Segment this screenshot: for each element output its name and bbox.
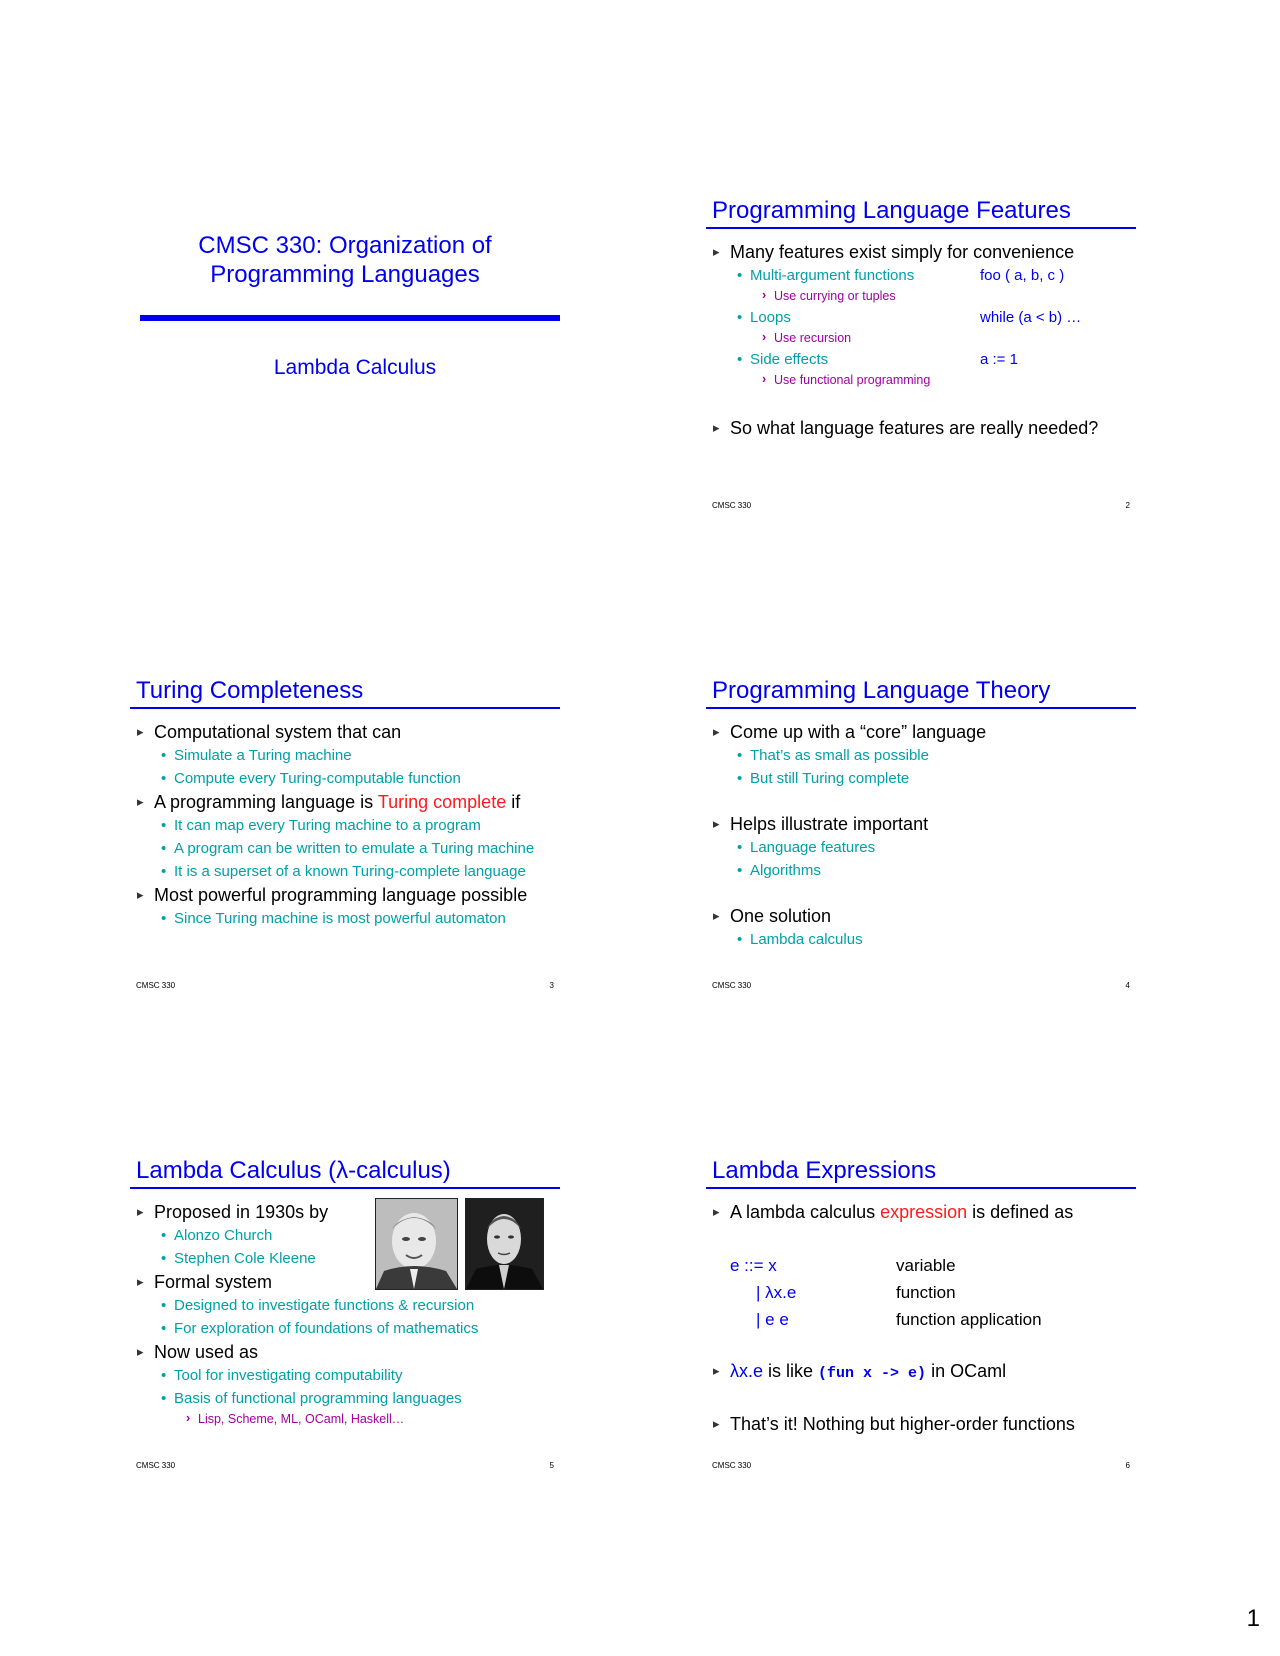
sub-bullet: • For exploration of foundations of mathematics [130,1317,560,1340]
grammar-row: | λx.e function [756,1283,956,1302]
portrait-church-image [376,1199,457,1289]
slide-4: Programming Language Theory ▸ Come up with a “core” language • That’s as small as possible • But still Turing complete ▸ Helps illustrate important • Language features • Algorithms ▸ One solution • Lambda calculus CMSC 330 4 [706,676,1136,1006]
bullet-row: • Loops while (a < b) … [706,306,1136,329]
slide-5: Lambda Calculus (λ-calculus) ▸ Proposed in 1930s by • Alonzo Church • Stephen Cole Kleene ▸ Formal system • Designed to investigate functions & recursion • For exploration of foundations of mathematics ▸ Now used as • Tool for investigating computability • Basis of functional programming languages › Lisp, Scheme, ML, OCaml, Haskell… CMSC 330 5 [130,1156,560,1486]
bullet: ▸ Come up with a “core” language [706,720,1136,744]
sub-bullet: • It can map every Turing machine to a program [130,814,560,837]
bullet: ▸ λx.e is like (fun x -> e) in OCaml [706,1359,1136,1386]
bullet: ▸ So what language features are really needed? [706,416,1136,440]
slide-title: Lambda Calculus (λ-calculus) [130,1156,560,1189]
sub-bullet: • It is a superset of a known Turing-complete language [130,860,560,883]
slide-title: Lambda Expressions [706,1156,1136,1189]
sub-bullet: › Lisp, Scheme, ML, OCaml, Haskell… [130,1410,560,1429]
bullet: ▸ Now used as [130,1340,560,1364]
sub-bullet: › Use currying or tuples [706,287,1136,306]
bullet: ▸ A lambda calculus expression is defined as [706,1200,1136,1224]
slide-3: Turing Completeness ▸ Computational system that can • Simulate a Turing machine • Compute every Turing-computable function ▸ A programming language is Turing complete if • It can map every Turing machine to a program • A program can be written to emulate a Turing machine • It is a superset of a known Turing-complete language ▸ Most powerful programming language possible • Since Turing machine is most powerful automaton CMSC 330 3 [130,676,560,1006]
slide-2: Programming Language Features ▸ Many features exist simply for convenience • Multi-argument functions foo ( a, b, c ) › Use currying or tuples • Loops while (a < b) … › Use recursion • Side effects a := 1 › Use functional programming ▸ So what language features are really needed? CMSC 330 2 [706,196,1136,526]
bullet: ▸ Many features exist simply for convenience [706,240,1136,264]
slide-6: Lambda Expressions ▸ A lambda calculus expression is defined as e ::= x variable | λx.e function | e e function application ▸ λx.e is like (fun x -> e) in OCaml ▸ That’s it! Nothing but higher-order functions CMSC 330 6 [706,1156,1136,1486]
grammar-row: e ::= x variable [730,1256,956,1275]
bullet: ▸ Computational system that can [130,720,560,744]
sub-bullet: › Use functional programming [706,371,1136,390]
portrait-photo-kleene [465,1198,544,1290]
grammar-definition [706,1252,1136,1333]
sub-bullet: • Designed to investigate functions & recursion [130,1294,560,1317]
bullet-row: • Multi-argument functions foo ( a, b, c ) [706,264,1136,287]
slide-title: Turing Completeness [130,676,560,709]
bullet: ▸ Formal system [130,1270,560,1294]
slide-title: Programming Language Features [706,196,1136,229]
sub-bullet: • Stephen Cole Kleene [130,1247,560,1270]
bullet: ▸ Most powerful programming language possible [130,883,560,907]
sub-bullet: • Since Turing machine is most powerful automaton [130,907,560,930]
sub-bullet: • Basis of functional programming languages [130,1387,560,1410]
slide-title: Programming Language Theory [706,676,1136,709]
grammar-row: | e e function application [756,1310,1042,1329]
bullet: ▸ That’s it! Nothing but higher-order functions [706,1412,1136,1436]
bullet: ▸ One solution [706,904,1136,928]
bullet: ▸ A programming language is Turing complete if [130,790,560,814]
bullet-row: • Side effects a := 1 [706,348,1136,371]
sub-bullet: • Language features [706,836,1136,859]
course-title: CMSC 330: Organization of Programming Languages [198,232,492,288]
sub-bullet: • That’s as small as possible [706,744,1136,767]
sub-bullet: › Use recursion [706,329,1136,348]
bullet: ▸ Helps illustrate important [706,812,1136,836]
sub-bullet: • But still Turing complete [706,767,1136,790]
portrait-photo-church [375,1198,458,1290]
sub-bullet: • Lambda calculus [706,928,1136,951]
lecture-subtitle: Lambda Calculus [273,356,437,379]
portrait-kleene-image [466,1199,543,1289]
sub-bullet: • A program can be written to emulate a Turing machine [130,837,560,860]
sub-bullet: • Alonzo Church [130,1224,560,1247]
sub-bullet: • Algorithms [706,859,1136,882]
slide-1 [130,196,560,526]
page-number: 1 [1246,1605,1260,1632]
sub-bullet: • Compute every Turing-computable function [130,767,560,790]
bullet: ▸ Proposed in 1930s by [130,1200,560,1224]
sub-bullet: • Simulate a Turing machine [130,744,560,767]
sub-bullet: • Tool for investigating computability [130,1364,560,1387]
title-divider [140,315,560,321]
